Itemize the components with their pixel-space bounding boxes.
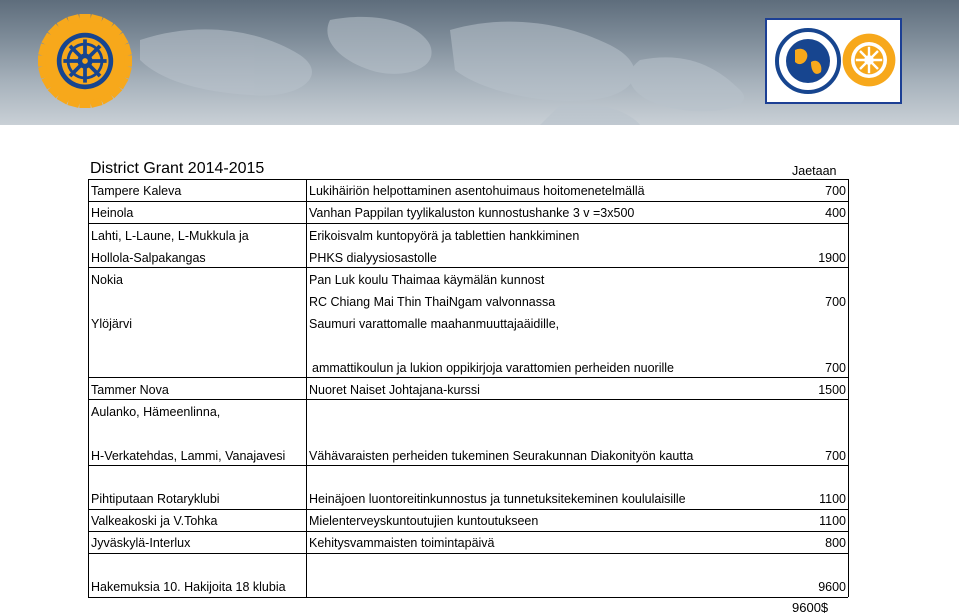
table-border — [88, 223, 848, 224]
club-cell: Tammer Nova — [91, 383, 169, 397]
table-border — [88, 179, 848, 180]
club-cell: Ylöjärvi — [91, 317, 132, 331]
project-cell: RC Chiang Mai Thin ThaiNgam valvonnassa — [309, 295, 556, 309]
table-border — [306, 179, 307, 597]
amount-cell: 1100 — [819, 492, 846, 506]
amount-cell: 800 — [825, 536, 846, 550]
amount-cell: 1900 — [818, 251, 846, 265]
project-cell: ammattikoulun ja lukion oppikirjoja varattomien perheiden nuorille — [312, 361, 675, 375]
table-border — [848, 179, 849, 597]
project-cell: Vähävaraisten perheiden tukeminen Seurakunnan Diakonityön kautta — [309, 449, 694, 463]
table-border — [88, 399, 848, 400]
amount-cell: 700 — [825, 449, 846, 463]
table-border — [88, 597, 848, 598]
club-cell: Aulanko, Hämeenlinna, — [91, 405, 221, 419]
club-cell: Tampere Kaleva — [91, 184, 182, 198]
amount-cell: 700 — [825, 295, 846, 309]
project-cell: Pan Luk koulu Thaimaa käymälän kunnost — [309, 273, 545, 287]
table-border — [88, 267, 848, 268]
amount-cell: 700 — [825, 184, 846, 198]
club-cell: Heinola — [91, 206, 134, 220]
amount-cell: 1500 — [818, 383, 846, 397]
table-border — [88, 377, 848, 378]
table-border — [88, 465, 848, 466]
table-border — [88, 531, 848, 532]
project-cell: PHKS dialyysiosastolle — [309, 251, 437, 265]
table-border — [88, 179, 89, 597]
grand-total: 9600$ — [792, 600, 829, 615]
rotary-international-wheel-logo — [38, 14, 132, 108]
amount-cell: 700 — [825, 361, 846, 375]
club-cell: Valkeakoski ja V.Tohka — [91, 514, 218, 528]
project-cell: Nuoret Naiset Johtajana-kurssi — [309, 383, 480, 397]
rotary-foundation-logo — [765, 18, 902, 104]
column-header-jaetaan: Jaetaan — [792, 164, 837, 178]
project-cell: Heinäjoen luontoreitinkunnostus ja tunnetuksitekeminen koululaisille — [309, 492, 686, 506]
club-cell: Pihtiputaan Rotaryklubi — [91, 492, 220, 506]
project-cell: Vanhan Pappilan tyylikaluston kunnostushanke 3 v =3x500 — [309, 206, 635, 220]
amount-cell: 1100 — [819, 514, 846, 528]
project-cell: Mielenterveyskuntoutujien kuntoutukseen — [309, 514, 539, 528]
header-banner — [0, 0, 959, 125]
club-cell: Hollola-Salpakangas — [91, 251, 206, 265]
club-cell: H-Verkatehdas, Lammi, Vanajavesi — [91, 449, 286, 463]
summary-cell: Hakemuksia 10. Hakijoita 18 klubia — [91, 580, 286, 594]
table-border — [88, 553, 848, 554]
foundation-globe-icon — [775, 28, 841, 94]
club-cell: Lahti, L-Laune, L-Mukkula ja — [91, 229, 249, 243]
amount-cell: 400 — [825, 206, 846, 220]
foundation-wheel-icon — [839, 30, 899, 90]
table-border — [88, 201, 848, 202]
project-cell: Lukihäiriön helpottaminen asentohuimaus hoitomenetelmällä — [309, 184, 645, 198]
project-cell: Erikoisvalm kuntopyörä ja tablettien hankkiminen — [309, 229, 580, 243]
project-cell: Saumuri varattomalle maahanmuuttajaäidille, — [309, 317, 560, 331]
table-border — [88, 509, 848, 510]
club-cell: Jyväskylä-Interlux — [91, 536, 191, 550]
sum-amount-cell: 9600 — [818, 580, 846, 594]
page-title: District Grant 2014-2015 — [90, 160, 265, 177]
club-cell: Nokia — [91, 273, 123, 287]
project-cell: Kehitysvammaisten toimintapäivä — [309, 536, 495, 550]
